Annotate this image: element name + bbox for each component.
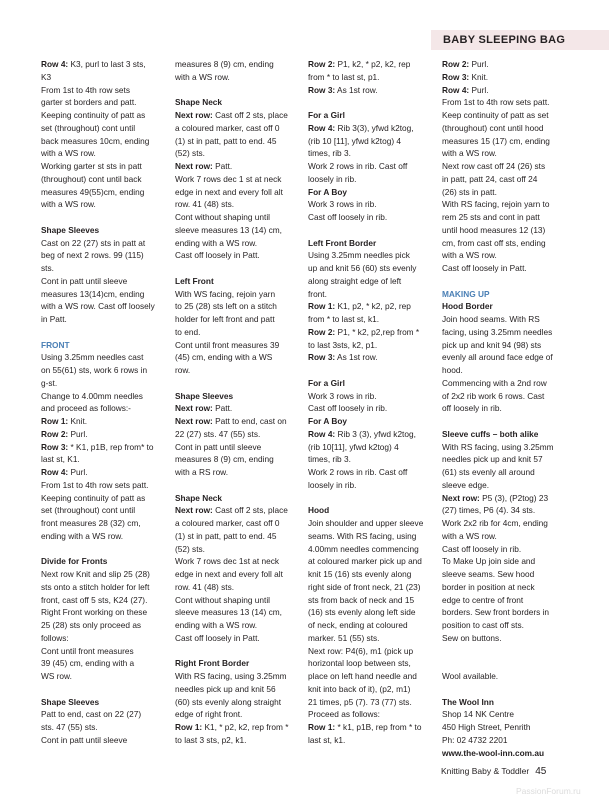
spacer (308, 492, 438, 505)
spacer (175, 645, 305, 658)
text-line: garter st borders and patt. (41, 97, 137, 108)
text-line: Row 2: P1, k2, * p2, k2, rep (308, 59, 411, 69)
text-line: with a WS row. (41, 199, 96, 210)
text-line: Cont in patt until sleeve (175, 441, 262, 452)
text-line: Next row Knit and slip 25 (28) (41, 569, 150, 579)
text-line: Cast off loosely in Patt. (175, 632, 260, 643)
text-line: ending with a WS row. (41, 530, 124, 541)
text-line: Sew on buttons. (442, 632, 502, 643)
spacer (175, 377, 305, 390)
text-line: from * to last st, k1. (308, 314, 380, 324)
text-line: a coloured marker, cast off 0 (175, 122, 280, 133)
text-line: ending with a WS row. (175, 620, 258, 630)
section-heading: Divide for Fronts (41, 556, 108, 567)
text-line: (52) sts. (175, 543, 205, 554)
text-line: borders. Sew front borders in (442, 607, 549, 618)
text-line: along straight edge of left (308, 275, 402, 286)
text-line: of neck, ending at coloured (308, 620, 408, 630)
text-line: sleeve measures 13 (14) cm, (175, 224, 282, 235)
text-line: and proceed as follows:- (41, 403, 131, 414)
text-line: with a WS row. (442, 530, 497, 541)
text-line: last st, K1. (41, 454, 80, 465)
section-title: MAKING UP (442, 288, 490, 299)
text-line: sleeve seams. Sew hood (442, 569, 535, 579)
text-line: Row 1: K1, p2, * k2, p2, rep (308, 301, 411, 312)
text-line: 22 (27) sts. 47 (55) sts. (175, 428, 261, 439)
text-line: knit into back of it), (p2, m1) (308, 683, 411, 694)
text-line: Cast off loosely in rib. (308, 212, 388, 222)
text-line: Cont in patt until sleeve (41, 275, 128, 286)
text-line: From 1st to 4th row sets (41, 84, 130, 95)
text-line: knit 15 (16) sts evenly along (308, 569, 412, 579)
text-line: Working garter st sts in patt (41, 161, 142, 171)
text-line: Ph: 02 4732 2201 (442, 734, 508, 745)
watermark: PassionForum.ru (516, 786, 581, 796)
text-line: with a WS row. Cast off loosely (41, 301, 155, 312)
text-line: position to cast off sts. (442, 620, 524, 630)
text-line: 450 High Street, Penrith (442, 722, 531, 732)
spacer (175, 262, 305, 275)
text-line: Join shoulder and upper sleeve (308, 518, 424, 528)
text-line: (26) sts in patt. (442, 186, 497, 197)
text-line: Next row: Patt. (175, 403, 233, 414)
text-line: loosely in rib. (308, 479, 357, 490)
text-line: sts onto a stitch holder for left (41, 581, 150, 592)
text-line: (throughout) cont until hood (442, 122, 544, 133)
text-line: From 1st to 4th row sets patt. (442, 97, 550, 108)
text-line: front, cast off 5 sts, K24 (27). (41, 594, 148, 605)
text-line: Row 3: Knit. (442, 71, 489, 82)
text-line: Cast off loosely in rib. (308, 403, 388, 414)
text-line: Keeping continuity of patt as (41, 492, 146, 503)
text-line: From 1st to 4th row sets patt. (41, 479, 149, 490)
text-line: Next row: P5 (3), (P2tog) 23 (442, 492, 549, 503)
text-line: Cont without shaping until (175, 212, 271, 222)
section-heading: Hood (308, 505, 330, 516)
text-line: evenly all around face edge of (442, 352, 553, 363)
section-heading: For a Girl (308, 110, 345, 120)
text-line: sleeve measures 13 (14) cm, (175, 607, 282, 618)
text-line: times, rib 3. (308, 148, 351, 159)
text-line: row. 41 (48) sts. (175, 199, 235, 210)
text-line: Next row: Cast off 2 sts, place (175, 505, 288, 516)
text-line: measures 15 (17) cm, ending (442, 135, 550, 146)
text-line: Commencing with a 2nd row (442, 377, 547, 388)
text-line: K3 (41, 71, 52, 82)
text-line: last st, k1. (308, 734, 346, 745)
text-line: Next row cast off 24 (26) sts (442, 161, 546, 171)
text-line: with a WS row. (175, 71, 230, 82)
text-line: Row 1: Knit. (41, 416, 88, 426)
text-line: (52) sts. (175, 148, 205, 159)
magazine-name: Knitting Baby & Toddler (441, 766, 530, 776)
text-column-3 (308, 58, 438, 747)
spacer (442, 645, 570, 658)
text-column-4 (442, 58, 570, 759)
text-line: With RS facing, using 3.25mm (442, 441, 554, 452)
section-heading: Shape Sleeves (175, 390, 234, 401)
text-line: sts from back of neck and 15 (308, 594, 415, 605)
text-line: To Make Up join side and (442, 556, 536, 567)
text-line: until hood measures 12 (13) (442, 224, 546, 235)
text-line: edge in next and every foll alt (175, 186, 283, 197)
text-line: (45) cm, ending with a WS (175, 352, 273, 363)
text-line: loosely in rib. (308, 173, 357, 184)
page-title: BABY SLEEPING BAG (443, 34, 566, 46)
text-line: Row 1: * k1, p1B, rep from * to (308, 722, 422, 732)
text-line: With RS facing, rejoin yarn to (442, 199, 550, 210)
text-line: up and knit 56 (60) sts evenly (308, 263, 417, 273)
text-line: Cont until front measures 39 (175, 339, 280, 350)
text-line: front measures 28 (32) cm, (41, 518, 141, 528)
page-number: 45 (535, 766, 547, 777)
text-line: Row 2: Purl. (41, 428, 88, 439)
text-line: facing, using 3.25mm needles (442, 326, 553, 337)
text-line: measures 8 (9) cm, ending (175, 59, 274, 69)
text-line: (rib 10[11], yfwd k2tog) 4 (308, 441, 399, 452)
text-line: 39 (45) cm, ending with a (41, 658, 135, 669)
spacer (41, 683, 171, 696)
text-line: edge to centre of front (442, 594, 524, 605)
text-line: Next row: P4(6), m1 (pick up (308, 645, 414, 656)
text-line: with a WS row. (442, 148, 497, 159)
text-line: (27) times, P6 (4). 34 sts. (442, 505, 536, 516)
text-line: Row 1: K1, * p2, k2, rep from * (175, 722, 289, 732)
text-line: Work 7 rows dec 1st at neck (175, 556, 280, 567)
text-line: WS row. (41, 671, 72, 681)
text-line: measures 13(14)cm, ending (41, 288, 145, 299)
text-line: Cast off loosely in Patt. (175, 250, 260, 261)
text-line: Keeping continuity of patt as (41, 110, 146, 120)
text-line: measures 49(55)cm, ending (41, 186, 145, 197)
text-line: (16) sts evenly along left side (308, 607, 416, 618)
section-heading: The Wool Inn (442, 696, 494, 707)
section-heading: Shape Sleeves (41, 696, 100, 707)
text-line: in patt, patt 24, cast off 24 (442, 173, 538, 184)
text-line: Row 4: Purl. (442, 84, 489, 95)
text-line: Work 3 rows in rib. (308, 199, 377, 210)
section-heading: Left Front Border (308, 237, 377, 248)
section-heading: Shape Neck (175, 97, 223, 108)
text-line: row. 41 (48) sts. (175, 581, 235, 592)
text-line: of 2x2 rib work 6 rows. Cast (442, 390, 545, 401)
text-line: edge in next and every foll alt (175, 569, 283, 579)
text-line: a coloured marker, cast off 0 (175, 518, 280, 528)
spacer (175, 84, 305, 97)
spacer (442, 415, 570, 428)
text-line: Proceed as follows: (308, 709, 380, 720)
text-line: to last 3sts, k2, p1. (308, 339, 378, 350)
section-heading: For a Girl (308, 377, 345, 388)
text-line: seams. With RS facing, using (308, 530, 417, 541)
text-line: border in position at neck (442, 581, 535, 592)
text-line: (rib 10 [11], yfwd k2tog) 4 (308, 135, 401, 146)
text-line: right side of front neck, 21 (23) (308, 581, 421, 592)
text-line: Using 3.25mm needles cast (41, 352, 144, 363)
text-line: back measures 10cm, ending (41, 135, 150, 146)
section-heading: Sleeve cuffs – both alike (442, 428, 539, 439)
text-line: hood. (442, 365, 463, 375)
text-line: with a RS row. (175, 467, 229, 477)
text-line: marker. 51 (55) sts. (308, 632, 380, 643)
text-line: Patt to end, cast on 22 (27) (41, 709, 142, 720)
section-heading: Shape Sleeves (41, 224, 100, 235)
spacer (41, 543, 171, 556)
spacer (442, 657, 570, 670)
text-line: Cast on 22 (27) sts in patt at (41, 237, 146, 248)
text-line: Shop 14 NK Centre (442, 709, 514, 720)
text-line: sts. (41, 263, 54, 273)
text-line: Keep continuity of patt as set (442, 110, 549, 120)
spacer (308, 224, 438, 237)
text-line: with a WS row. (41, 148, 96, 159)
text-line: (1) st in patt, patt to end. 45 (175, 135, 277, 146)
text-column-2 (175, 58, 305, 747)
text-line: Work 7 rows dec 1 st at neck (175, 173, 282, 184)
text-line: horizontal loop between sts, (308, 658, 411, 669)
text-line: (1) st in patt, patt to end. 45 (175, 530, 277, 541)
text-line: Row 3: * K1, p1B, rep from* to (41, 441, 154, 452)
text-line: Row 2: Purl. (442, 59, 489, 69)
text-line: Using 3.25mm needles pick (308, 250, 410, 261)
text-line: Wool available. (442, 671, 499, 681)
text-line: With WS facing, rejoin yarn (175, 288, 276, 299)
text-line: 4.00mm needles commencing (308, 543, 419, 554)
text-line: (61) sts evenly all around (442, 467, 535, 477)
section-heading: For A Boy (308, 186, 348, 197)
text-line: Next row: Patt. (175, 161, 233, 171)
text-line: pick up and knit 94 (98) sts (442, 339, 542, 350)
text-line: set (throughout) cont until (41, 122, 136, 133)
text-line: times, rib 3. (308, 454, 351, 465)
text-line: Row 3: As 1st row. (308, 352, 378, 363)
section-heading: Left Front (175, 275, 214, 286)
text-line: needles pick up and knit 56 (175, 683, 276, 694)
text-line: measures 8 (9) cm, ending (175, 454, 274, 465)
text-line: Row 4: Rib 3(3), yfwd k2tog, (308, 122, 414, 133)
text-line: Cont until front measures (41, 645, 134, 656)
text-line: to 25 (28) sts left on a stitch (175, 301, 277, 312)
spacer (308, 364, 438, 377)
text-line: cm, from cast off sts, ending (442, 237, 546, 248)
text-line: Cont without shaping until (175, 594, 271, 605)
text-line: Cast off loosely in Patt. (442, 263, 527, 273)
text-line: Join hood seams. With RS (442, 314, 540, 324)
text-line: follows: (41, 632, 69, 643)
page-footer (441, 766, 546, 777)
text-line: Change to 4.00mm needles (41, 390, 143, 401)
section-heading: Hood Border (442, 301, 493, 312)
text-line: Row 4: K3, purl to last 3 sts, (41, 59, 146, 69)
text-line: to end. (175, 326, 201, 337)
text-line: sleeve edge. (442, 479, 490, 490)
text-line: to last 3 sts, p2, k1. (175, 734, 247, 745)
text-line: 25 (28) sts only proceed as (41, 620, 142, 630)
text-line: Row 4: Rib 3 (3), yfwd k2tog, (308, 428, 416, 439)
text-line: Row 2: P1, * k2, p2,rep from * (308, 326, 420, 337)
text-line: Right Front working on these (41, 607, 148, 618)
text-line: Cont in patt until sleeve (41, 734, 128, 745)
text-line: With RS facing, using 3.25mm (175, 671, 287, 681)
section-title: FRONT (41, 339, 70, 350)
text-line: holder for left front and patt (175, 314, 275, 324)
text-line: with a WS row. (442, 250, 497, 261)
text-line: at coloured marker pick up and (308, 556, 422, 567)
text-line: ending with a WS row. (175, 237, 258, 248)
text-line: g-st. (41, 377, 58, 388)
section-heading: Right Front Border (175, 658, 250, 669)
text-line: (60) sts evenly along straight (175, 696, 282, 707)
text-line: 21 times, p5 (7). 73 (77) sts. (308, 696, 412, 707)
text-line: from * to last st, p1. (308, 71, 380, 82)
section-heading: Shape Neck (175, 492, 223, 503)
text-line: front. (308, 288, 327, 299)
text-line: off loosely in rib. (442, 403, 502, 414)
spacer (41, 211, 171, 224)
text-line: set (throughout) cont until (41, 505, 136, 516)
spacer (41, 326, 171, 339)
text-line: Next row: Patt to end, cast on (175, 416, 287, 426)
text-line: rem 25 sts and cont in patt (442, 212, 540, 222)
text-line: Cast off loosely in rib. (442, 543, 522, 554)
text-line: (throughout) cont until back (41, 173, 142, 184)
text-line: in Patt. (41, 314, 67, 324)
text-line: Work 2x2 rib for 4cm, ending (442, 518, 548, 528)
text-line: needles pick up and knit 57 (442, 454, 543, 465)
text-line: sts. 47 (55) sts. (41, 722, 98, 732)
text-line: Work 2 rows in rib. Cast off (308, 161, 408, 171)
spacer (442, 275, 570, 288)
text-line: row. (175, 365, 191, 375)
spacer (308, 96, 438, 109)
text-line: Work 3 rows in rib. (308, 390, 377, 401)
text-column-1 (41, 58, 171, 747)
section-heading: www.the-wool-inn.com.au (442, 747, 545, 758)
text-line: edge of right front. (175, 709, 243, 720)
text-line: beg of next 2 rows. 99 (115) (41, 250, 144, 261)
spacer (175, 479, 305, 492)
text-line: place on left hand needle and (308, 671, 417, 681)
text-line: Next row: Cast off 2 sts, place (175, 110, 288, 120)
text-line: Row 4: Purl. (41, 467, 88, 477)
section-heading: For A Boy (308, 416, 348, 426)
text-line: on 55(61) sts, work 6 rows in (41, 365, 148, 375)
text-line: Row 3: As 1st row. (308, 84, 378, 95)
spacer (442, 683, 570, 696)
text-line: Work 2 rows in rib. Cast off (308, 467, 408, 477)
